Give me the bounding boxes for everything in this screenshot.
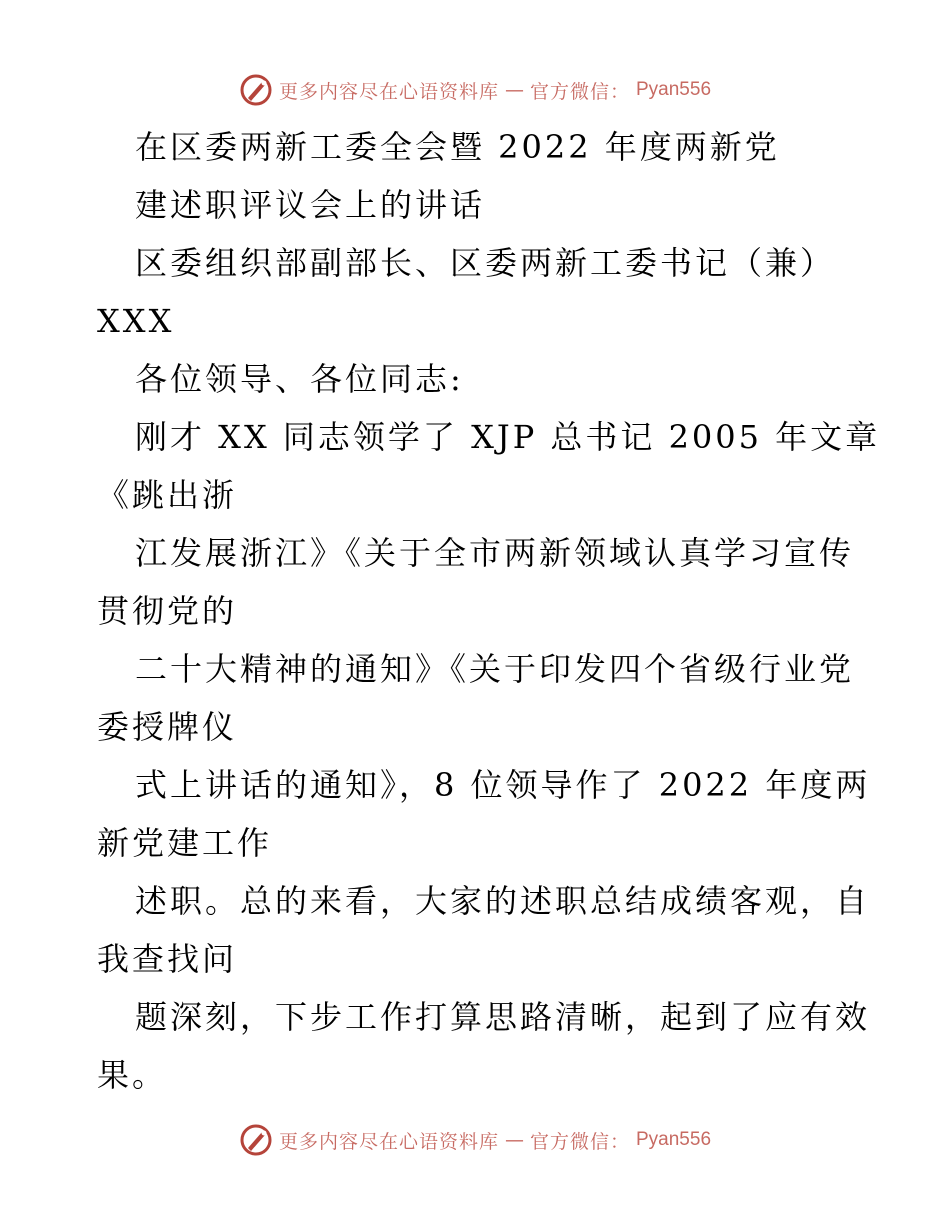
paragraph-line: 我查找问 [97,940,238,978]
paragraph-line: 新党建工作 [97,824,273,862]
author-line: 区委组织部副部长、区委两新工委书记（兼） [135,244,836,282]
paragraph-line: 贯彻党的 [97,592,238,630]
pen-logo-icon [239,1123,273,1157]
author-name: XXX [97,302,175,340]
paragraph-line: 题深刻，下步工作打算思路清晰，起到了应有效 [135,998,871,1036]
paragraph-line: 果。 [97,1056,168,1094]
title-line-2: 建述职评议会上的讲话 [135,186,486,224]
header-watermark [0,70,950,110]
paragraph-line: 江发展浙江》《关于全市两新领域认真学习宣传 [135,534,855,572]
watermark-text: 更多内容尽在心语资料库 [278,80,499,103]
paragraph-line: 委授牌仪 [97,708,238,746]
watermark-text: 更多内容尽在心语资料库 [278,1130,499,1153]
watermark-separator: — [504,79,524,101]
watermark-label: 官方微信： [529,1130,630,1153]
watermark-label: 官方微信： [529,80,630,103]
title-line-1: 在区委两新工委全会暨 2022 年度两新党 [135,128,780,166]
paragraph-line: 式上讲话的通知》，8 位领导作了 2022 年度两 [135,766,871,804]
paragraph-line: 《跳出浙 [97,476,238,514]
pen-logo-icon [239,73,273,107]
salutation: 各位领导、各位同志: [135,360,464,398]
watermark-account: Pyan556 [636,79,712,100]
watermark-account: Pyan556 [636,1129,712,1150]
footer-watermark [0,1120,950,1160]
watermark-separator: — [504,1129,524,1151]
paragraph-line: 二十大精神的通知》《关于印发四个省级行业党 [135,650,855,688]
paragraph-line: 刚才 XX 同志领学了 XJP 总书记 2005 年文章 [135,418,881,456]
paragraph-line: 述职。总的来看，大家的述职总结成绩客观，自 [135,882,871,920]
